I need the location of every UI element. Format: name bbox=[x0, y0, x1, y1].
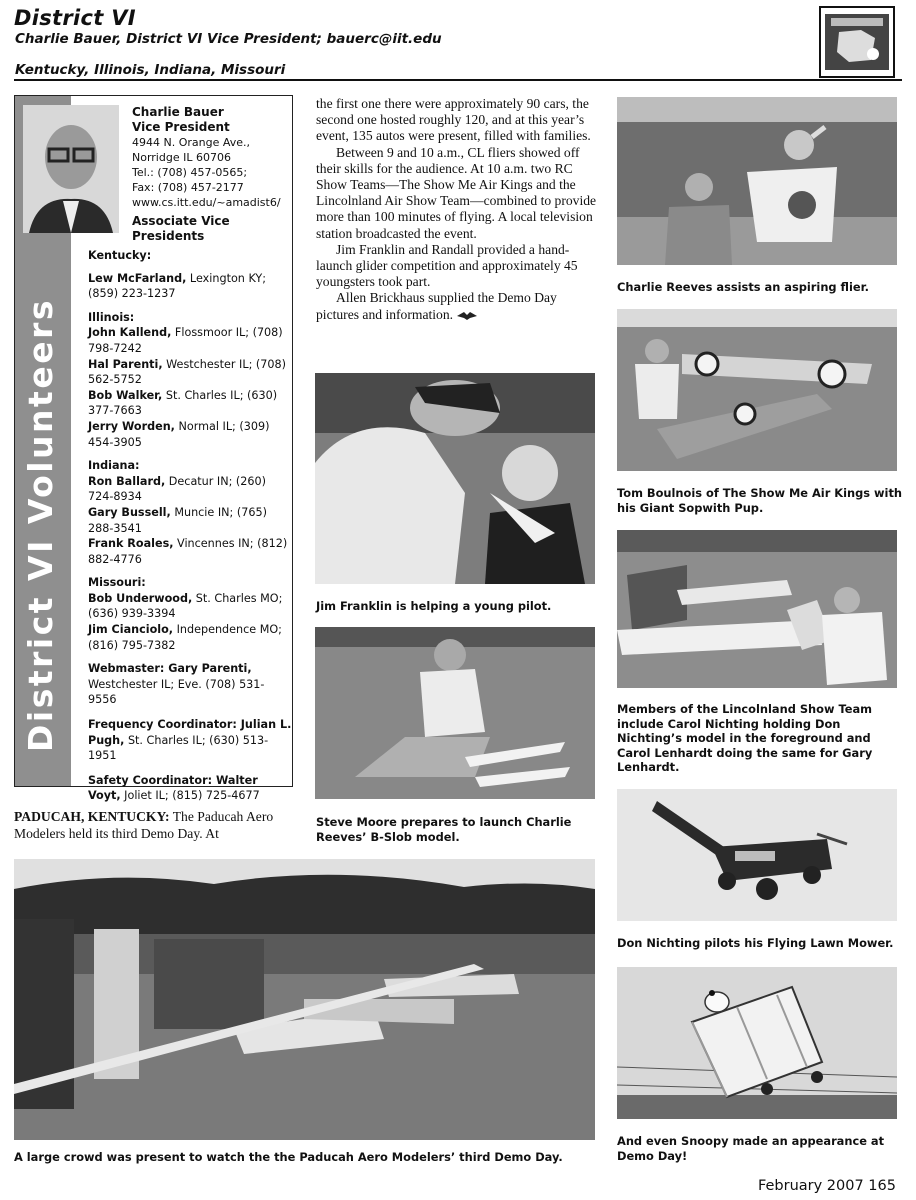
section-title: District VI bbox=[14, 6, 136, 30]
webmaster-entry: Webmaster: Gary Parenti, Westchester IL; Eve. (708) 531-9556 bbox=[88, 662, 265, 707]
page-footer: February 2007 165 bbox=[757, 1178, 896, 1194]
illinois-group bbox=[88, 310, 292, 450]
list-item: Ron Ballard, Decatur IN; (260) 724-8934 bbox=[88, 474, 267, 504]
caption-mower: Don Nichting pilots his Flying Lawn Mower. bbox=[617, 936, 894, 950]
state-heading: Kentucky: bbox=[88, 249, 152, 262]
frequency-coordinator-entry: Frequency Coordinator: Julian L. Pugh, St. Charles IL; (630) 513-1951 bbox=[88, 718, 292, 763]
caption-franklin: Jim Franklin is helping a young pilot. bbox=[316, 599, 552, 613]
article-lead-text: The Paducah Aero Modelers held its third Demo Day. At bbox=[14, 809, 274, 841]
article-paragraph: Allen Brickhaus supplied the Demo Day pictures and information. bbox=[316, 290, 557, 322]
list-item: Gary Bussell, Muncie IN; (765) 288-3541 bbox=[88, 505, 267, 535]
caption-crowd: A large crowd was present to watch the the Paducah Aero Modelers’ third Demo Day. bbox=[14, 1150, 563, 1164]
vp-contact bbox=[132, 105, 292, 244]
photo-moore-bslob bbox=[315, 627, 595, 799]
vp-address1: 4944 N. Orange Ave., bbox=[132, 136, 251, 149]
state-heading: Missouri: bbox=[88, 576, 146, 590]
caption-lincolnland: Members of the Lincolnland Show Team include Carol Nichting holding Don Nichting’s model in the foreground and Carol Lenhardt doing the same for Gary Lenhardt. bbox=[617, 702, 873, 774]
article-paragraph: Jim Franklin and Randall provided a hand-launch glider competition and approximately 45 youngsters took part. bbox=[316, 241, 578, 290]
missouri-group bbox=[88, 575, 292, 653]
caption-boulnois: Tom Boulnois of The Show Me Air Kings with his Giant Sopwith Pup. bbox=[617, 486, 903, 515]
article-paragraph: the first one there were approximately 90 cars, the second one hosted roughly 120, and at this year’s event, 135 autos were present, filled with families. bbox=[316, 96, 591, 144]
caption-snoopy: And even Snoopy made an appearance at Demo Day! bbox=[617, 1134, 885, 1163]
photo-lawn-mower bbox=[617, 789, 897, 921]
vp-portrait bbox=[23, 105, 119, 233]
photo-reeves bbox=[617, 97, 897, 265]
list-item: Hal Parenti, Westchester IL; (708) 562-5752 bbox=[88, 357, 286, 387]
vp-role: Vice President bbox=[132, 120, 230, 134]
article-body bbox=[316, 96, 597, 323]
article-lead bbox=[14, 808, 296, 842]
state-heading: Indiana: bbox=[88, 459, 140, 473]
district-logo bbox=[819, 6, 895, 78]
photo-snoopy bbox=[617, 967, 897, 1119]
caption-reeves: Charlie Reeves assists an aspiring flier. bbox=[617, 280, 869, 294]
state-heading: Illinois: bbox=[88, 310, 135, 324]
vp-website[interactable]: www.cs.itt.edu/~amadist6/ bbox=[132, 196, 281, 209]
header-rule bbox=[14, 79, 902, 81]
list-item: Jerry Worden, Normal IL; (309) 454-3905 bbox=[88, 419, 270, 449]
photo-lincolnland bbox=[617, 530, 897, 688]
list-item: Bob Underwood, St. Charles MO; (636) 939-3394 bbox=[88, 591, 283, 621]
list-item: Frank Roales, Vincennes IN; (812) 882-4776 bbox=[88, 537, 288, 566]
list-item: John Kallend, Flossmoor IL; (708) 798-7242 bbox=[88, 326, 283, 355]
volunteer-list bbox=[88, 248, 292, 813]
volunteers-band-text: District VI Volunteers bbox=[21, 298, 60, 752]
vp-name: Charlie Bauer bbox=[132, 105, 224, 119]
section-states: Kentucky, Illinois, Indiana, Missouri bbox=[15, 62, 286, 78]
list-item: Lew McFarland, Lexington KY; (859) 223-1237 bbox=[88, 271, 266, 301]
section-subtitle: Charlie Bauer, District VI Vice President; bauerc@iit.edu bbox=[15, 31, 442, 47]
kentucky-group bbox=[88, 248, 292, 302]
indiana-group bbox=[88, 458, 292, 567]
article-paragraph: Between 9 and 10 a.m., CL fliers showed off their skills for the audience. At 10 a.m. two RC Show Teams—The Show Me Air Kings and the Lincolnland Air Show Team—combined to provide more than 100 minutes of flying. A local television station broadcasted the event. bbox=[316, 144, 597, 241]
vp-tel: Tel.: (708) 457-0565; bbox=[132, 166, 248, 179]
article-dateline: PADUCAH, KENTUCKY: bbox=[14, 809, 170, 824]
list-item: Bob Walker, St. Charles IL; (630) 377-7663 bbox=[88, 388, 278, 418]
list-item: Jim Cianciolo, Independence MO; (816) 795-7382 bbox=[88, 623, 282, 652]
volunteers-box bbox=[14, 95, 293, 803]
assoc-vp-heading: Associate Vice Presidents bbox=[132, 214, 230, 243]
vp-address2: Norridge IL 60706 bbox=[132, 151, 231, 164]
safety-coordinator-entry: Safety Coordinator: Walter Voyt, Joliet IL; (815) 725-4677 bbox=[88, 773, 260, 803]
vp-fax: Fax: (708) 457-2177 bbox=[132, 181, 244, 194]
caption-moore: Steve Moore prepares to launch Charlie Reeves’ B-Slob model. bbox=[316, 815, 572, 844]
photo-franklin-young-pilot bbox=[315, 373, 595, 584]
photo-crowd bbox=[14, 859, 595, 1140]
ama-end-mark-icon bbox=[456, 311, 478, 321]
photo-boulnois bbox=[617, 309, 897, 471]
